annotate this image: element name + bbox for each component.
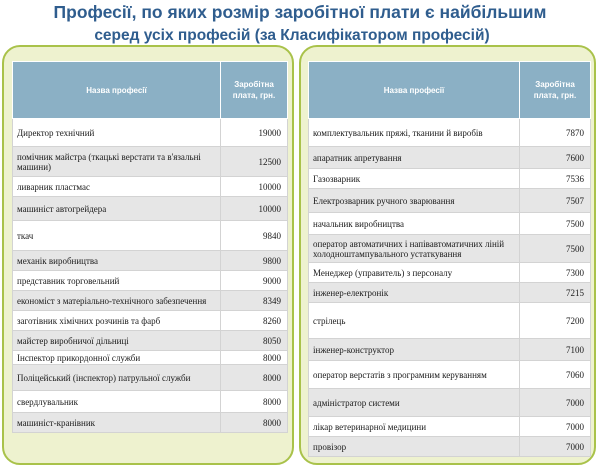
profession-cell: заготівник хімічних розчинів та фарб bbox=[13, 311, 221, 331]
profession-cell: економіст з матеріально-технічного забезпечення bbox=[13, 291, 221, 311]
salary-cell: 7536 bbox=[520, 169, 591, 189]
right-table-header-row bbox=[309, 62, 591, 119]
profession-cell: ткач bbox=[13, 221, 221, 251]
table-row bbox=[13, 119, 288, 147]
profession-cell: стрілець bbox=[309, 303, 520, 339]
table-row bbox=[309, 235, 591, 263]
profession-cell: апаратник апретування bbox=[309, 147, 520, 169]
table-row bbox=[13, 365, 288, 391]
profession-cell: інженер-конструктор bbox=[309, 339, 520, 361]
profession-cell: оператор автоматичних і напівавтоматичних ліній холодноштампувального устаткування bbox=[309, 235, 520, 263]
salary-cell: 10000 bbox=[221, 177, 288, 197]
profession-cell: Директор технічний bbox=[13, 119, 221, 147]
salary-cell: 8000 bbox=[221, 413, 288, 433]
profession-cell: ливарник пластмас bbox=[13, 177, 221, 197]
profession-cell: машиніст-кранівник bbox=[13, 413, 221, 433]
profession-cell: Інспектор прикордонної служби bbox=[13, 351, 221, 365]
profession-cell: помічник майстра (ткацькі верстати та в'язальні машини) bbox=[13, 147, 221, 177]
profession-cell: лікар ветеринарної медицини bbox=[309, 417, 520, 437]
page-subtitle: серед усіх професій (за Класифікатором професій) bbox=[94, 27, 490, 44]
salary-cell: 12500 bbox=[221, 147, 288, 177]
table-row bbox=[309, 147, 591, 169]
salary-cell: 7200 bbox=[520, 303, 591, 339]
table-row bbox=[309, 189, 591, 213]
salary-cell: 7507 bbox=[520, 189, 591, 213]
salary-cell: 8000 bbox=[221, 391, 288, 413]
table-row bbox=[13, 197, 288, 221]
left-salary-table bbox=[12, 61, 288, 433]
left-table-body bbox=[13, 119, 288, 433]
table-row bbox=[309, 361, 591, 389]
table-row bbox=[13, 413, 288, 433]
table-row bbox=[13, 177, 288, 197]
salary-cell: 9840 bbox=[221, 221, 288, 251]
profession-cell: Електрозварник ручного зварювання bbox=[309, 189, 520, 213]
left-table-header-row bbox=[13, 62, 288, 119]
salary-cell: 7300 bbox=[520, 263, 591, 283]
table-row bbox=[309, 263, 591, 283]
profession-cell: комплектувальник пряжі, тканини й виробів bbox=[309, 119, 520, 147]
table-row bbox=[309, 437, 591, 457]
table-row bbox=[13, 331, 288, 351]
right-header-salary: Заробітна плата, грн. bbox=[520, 62, 591, 119]
salary-cell: 7060 bbox=[520, 361, 591, 389]
salary-cell: 7600 bbox=[520, 147, 591, 169]
salary-cell: 8349 bbox=[221, 291, 288, 311]
salary-cell: 7100 bbox=[520, 339, 591, 361]
profession-cell: начальник виробництва bbox=[309, 213, 520, 235]
profession-cell: машиніст автогрейдера bbox=[13, 197, 221, 221]
right-panel bbox=[299, 45, 596, 465]
salary-cell: 7000 bbox=[520, 389, 591, 417]
profession-cell: свердлувальник bbox=[13, 391, 221, 413]
table-row bbox=[309, 169, 591, 189]
table-row bbox=[309, 283, 591, 303]
salary-cell: 9000 bbox=[221, 271, 288, 291]
table-row bbox=[13, 291, 288, 311]
profession-cell: провізор bbox=[309, 437, 520, 457]
salary-cell: 19000 bbox=[221, 119, 288, 147]
left-panel bbox=[2, 45, 294, 465]
profession-cell: механік виробництва bbox=[13, 251, 221, 271]
right-header-profession: Назва професії bbox=[309, 62, 520, 119]
salary-cell: 8000 bbox=[221, 365, 288, 391]
page-title: Професії, по яких розмір заробітної плати є найбільшим bbox=[53, 2, 547, 22]
table-row bbox=[309, 119, 591, 147]
profession-cell: Поліцейський (інспектор) патрульної служби bbox=[13, 365, 221, 391]
salary-cell: 7000 bbox=[520, 437, 591, 457]
salary-cell: 8050 bbox=[221, 331, 288, 351]
profession-cell: Газозварник bbox=[309, 169, 520, 189]
table-row bbox=[309, 213, 591, 235]
salary-cell: 7500 bbox=[520, 235, 591, 263]
right-table-body bbox=[309, 119, 591, 457]
salary-cell: 7500 bbox=[520, 213, 591, 235]
profession-cell: представник торговельний bbox=[13, 271, 221, 291]
left-header-salary: Заробітна плата, грн. bbox=[221, 62, 288, 119]
table-row bbox=[13, 391, 288, 413]
table-row bbox=[13, 351, 288, 365]
table-row bbox=[13, 251, 288, 271]
salary-cell: 7000 bbox=[520, 417, 591, 437]
salary-cell: 7870 bbox=[520, 119, 591, 147]
profession-cell: адміністратор системи bbox=[309, 389, 520, 417]
table-row bbox=[309, 303, 591, 339]
table-row bbox=[13, 147, 288, 177]
table-row bbox=[13, 311, 288, 331]
profession-cell: Менеджер (управитель) з персоналу bbox=[309, 263, 520, 283]
table-row bbox=[13, 221, 288, 251]
salary-cell: 10000 bbox=[221, 197, 288, 221]
table-row bbox=[13, 271, 288, 291]
profession-cell: майстер виробничої дільниці bbox=[13, 331, 221, 351]
table-row bbox=[309, 417, 591, 437]
salary-cell: 8000 bbox=[221, 351, 288, 365]
left-header-profession: Назва професії bbox=[13, 62, 221, 119]
profession-cell: інженер-електронік bbox=[309, 283, 520, 303]
table-row bbox=[309, 389, 591, 417]
table-row bbox=[309, 339, 591, 361]
profession-cell: оператор верстатів з програмним керуванням bbox=[309, 361, 520, 389]
right-salary-table bbox=[308, 61, 591, 457]
salary-cell: 8260 bbox=[221, 311, 288, 331]
salary-cell: 7215 bbox=[520, 283, 591, 303]
salary-cell: 9800 bbox=[221, 251, 288, 271]
